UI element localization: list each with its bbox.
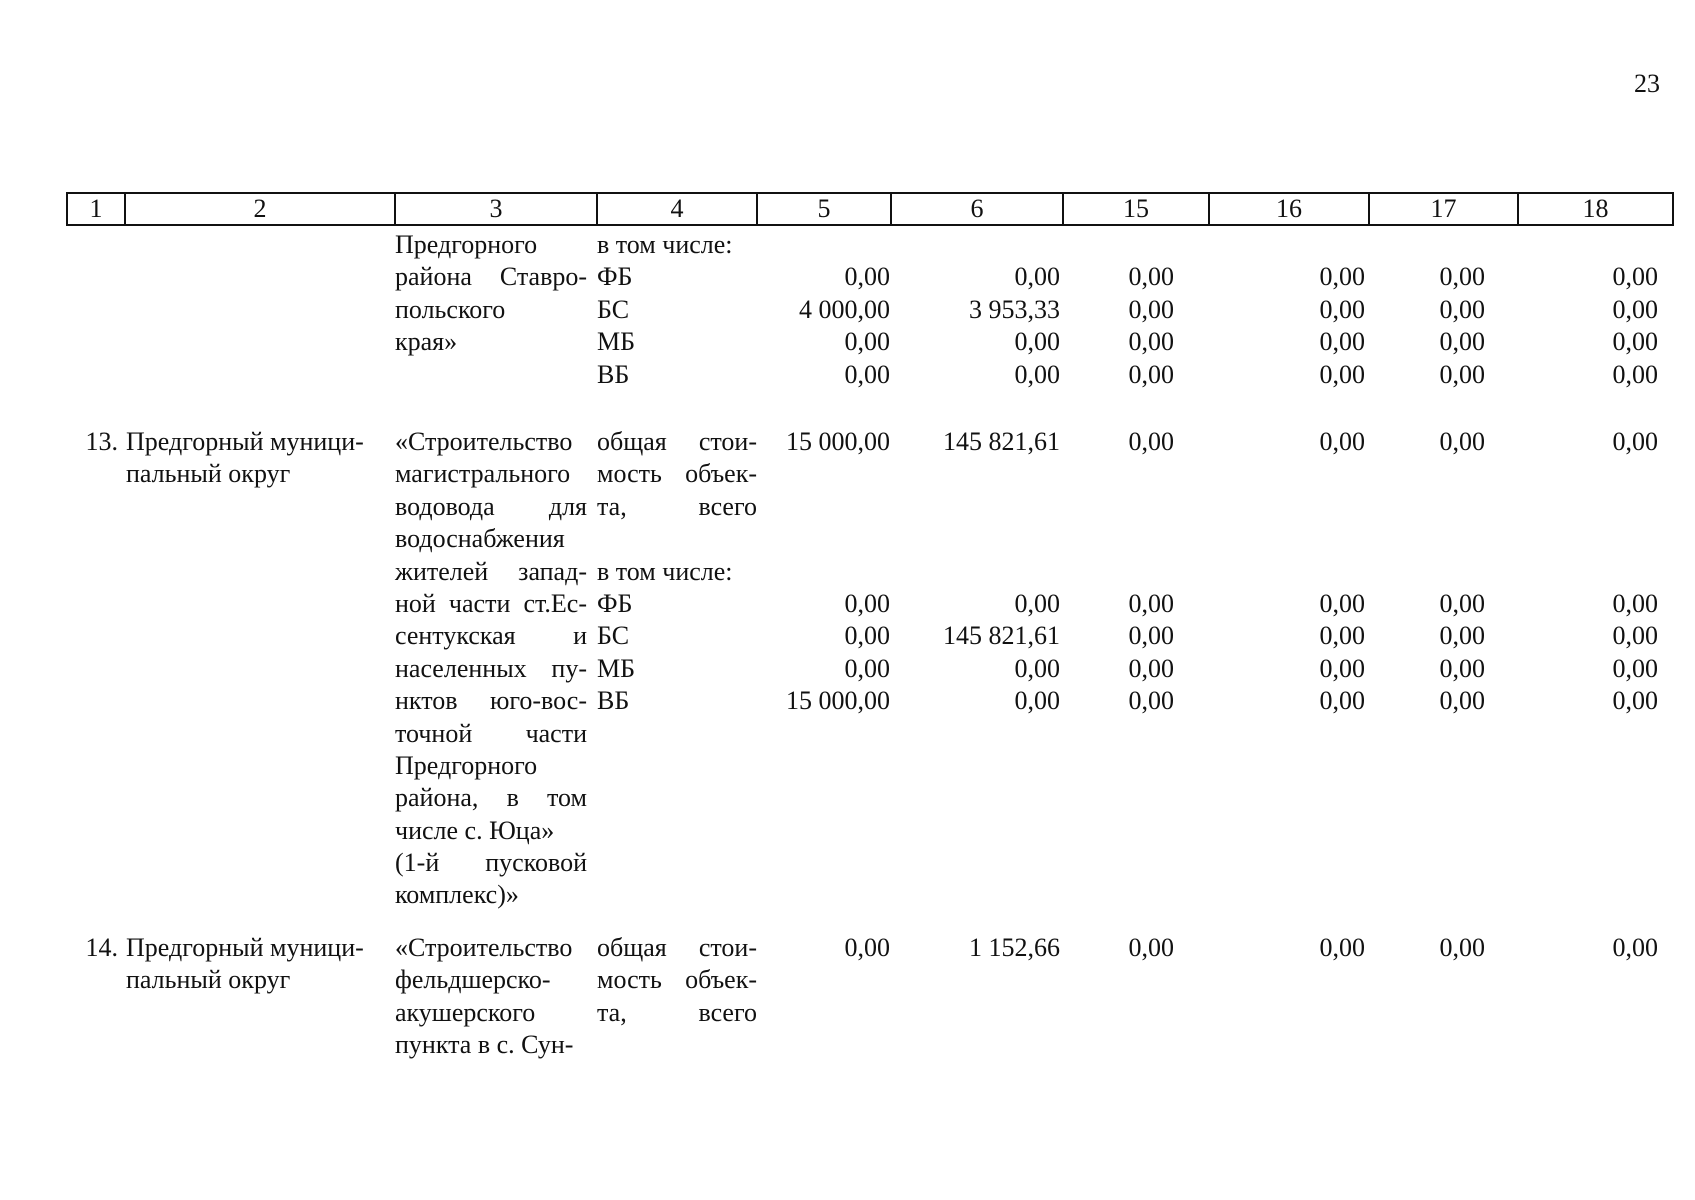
source-value: 0,00: [1128, 294, 1174, 324]
object-name-line: нктов юго-вос-: [395, 686, 587, 716]
object-name-cell: [395, 932, 587, 1062]
total-value: 0,00: [1612, 427, 1658, 456]
funding-source-ВБ: ВБ: [597, 359, 630, 389]
including-label: в том числе:: [597, 556, 733, 586]
source-value: 0,00: [1319, 294, 1365, 324]
source-value: 0,00: [1128, 653, 1174, 683]
object-name-line: «Строительство: [395, 427, 573, 456]
source-value: 0,00: [1612, 621, 1658, 651]
owner-line: Предгорный муници-: [126, 933, 364, 962]
owner-line: пальный округ: [126, 459, 291, 489]
object-name-line: акушерского: [395, 997, 536, 1027]
source-value: 0,00: [844, 589, 890, 618]
source-value: 0,00: [1612, 686, 1658, 716]
object-name-line: Предгорного: [395, 230, 538, 259]
source-value: 0,00: [1439, 359, 1485, 389]
object-name-line: водовода для: [395, 491, 587, 521]
row-number: 14.: [85, 933, 118, 962]
source-value: 3 953,33: [969, 294, 1060, 324]
source-value: 145 821,61: [943, 621, 1060, 651]
source-value: 0,00: [1612, 294, 1658, 324]
cost-type-line: мость объек-: [597, 459, 757, 489]
total-value: 0,00: [1319, 933, 1365, 962]
total-value: 1 152,66: [969, 933, 1060, 962]
column-header-18: 18: [1518, 193, 1673, 225]
owner-cell: [126, 426, 394, 491]
source-value: 0,00: [1128, 359, 1174, 389]
object-name-line: точной части: [395, 718, 587, 748]
source-value: 0,00: [1439, 262, 1485, 292]
column-header-2: 2: [125, 193, 395, 225]
object-name-line: числе с. Юца»: [395, 815, 555, 845]
object-name-line: ной части ст.Ес-: [395, 588, 587, 618]
source-value: 0,00: [1128, 686, 1174, 716]
column-header-17: 17: [1369, 193, 1518, 225]
object-name-line: (1-й пусковой: [395, 848, 587, 878]
source-value: 0,00: [1014, 359, 1060, 389]
source-value: 0,00: [1014, 262, 1060, 292]
source-value: 0,00: [1612, 359, 1658, 389]
source-value: 0,00: [1319, 262, 1365, 292]
source-value: 0,00: [844, 327, 890, 357]
object-name-line: водоснабжения: [395, 524, 565, 554]
funding-source-ФБ: ФБ: [597, 262, 633, 292]
total-value: 0,00: [1128, 427, 1174, 456]
source-value: 0,00: [1128, 589, 1174, 618]
page-number: 23: [1634, 69, 1660, 98]
cost-type-line: мость объек-: [597, 965, 757, 995]
funding-source-БС: БС: [597, 621, 630, 651]
object-name-line: польского: [395, 294, 506, 324]
source-value: 0,00: [1612, 589, 1658, 618]
total-value: 0,00: [1439, 933, 1485, 962]
total-value: 15 000,00: [786, 427, 890, 456]
owner-line: Предгорный муници-: [126, 427, 364, 456]
source-value: 0,00: [1439, 589, 1485, 618]
funding-source-МБ: МБ: [597, 653, 636, 683]
column-header-6: 6: [891, 193, 1063, 225]
source-value: 0,00: [1439, 686, 1485, 716]
source-value: 0,00: [844, 262, 890, 292]
owner-cell: [126, 932, 394, 997]
object-name-line: населенных пу-: [395, 653, 587, 683]
source-value: 0,00: [844, 653, 890, 683]
owner-line: пальный округ: [126, 965, 291, 995]
source-value: 15 000,00: [786, 686, 890, 716]
column-header-16: 16: [1209, 193, 1369, 225]
source-value: 0,00: [1319, 589, 1365, 618]
column-header-4: 4: [597, 193, 757, 225]
source-value: 0,00: [1014, 686, 1060, 716]
funding-source-ФБ: ФБ: [597, 589, 633, 618]
source-value: 0,00: [1319, 621, 1365, 651]
total-value: 0,00: [1128, 933, 1174, 962]
funding-source-ВБ: ВБ: [597, 686, 630, 716]
source-value: 0,00: [1014, 589, 1060, 618]
source-value: 0,00: [1439, 327, 1485, 357]
object-name-cell: [395, 426, 587, 912]
including-label: в том числе:: [597, 230, 733, 259]
column-header-3: 3: [395, 193, 597, 225]
total-value: 0,00: [1319, 427, 1365, 456]
column-header-5: 5: [757, 193, 891, 225]
object-name-line: района Ставро-: [395, 262, 587, 292]
source-value: 0,00: [1014, 653, 1060, 683]
source-value: 0,00: [1612, 262, 1658, 292]
column-header-15: 15: [1063, 193, 1209, 225]
source-value: 0,00: [1319, 359, 1365, 389]
source-value: 0,00: [1439, 621, 1485, 651]
source-value: 0,00: [1014, 327, 1060, 357]
total-value: 0,00: [1439, 427, 1485, 456]
source-value: 0,00: [1128, 621, 1174, 651]
object-name-line: сентукская и: [395, 621, 587, 651]
source-value: 0,00: [844, 359, 890, 389]
object-name-line: фельдшерско-: [395, 965, 551, 995]
source-value: 4 000,00: [799, 294, 890, 324]
source-value: 0,00: [1319, 653, 1365, 683]
cost-type-line: та, всего: [597, 491, 757, 521]
total-value: 145 821,61: [943, 427, 1060, 456]
object-name-line: Предгорного: [395, 750, 538, 780]
cost-type-line: общая стои-: [597, 933, 757, 962]
cost-type-line: та, всего: [597, 997, 757, 1027]
column-number-header: [66, 192, 1674, 226]
source-value: 0,00: [844, 621, 890, 651]
source-value: 0,00: [1612, 327, 1658, 357]
object-name-cell: [395, 229, 587, 359]
row-number: 13.: [85, 427, 118, 456]
source-value: 0,00: [1439, 653, 1485, 683]
source-value: 0,00: [1128, 262, 1174, 292]
funding-source-БС: БС: [597, 294, 630, 324]
object-name-line: жителей запад-: [395, 556, 587, 586]
source-value: 0,00: [1319, 686, 1365, 716]
object-name-line: «Строительство: [395, 933, 573, 962]
source-value: 0,00: [1439, 294, 1485, 324]
object-name-line: района, в том: [395, 783, 587, 813]
total-value: 0,00: [1612, 933, 1658, 962]
object-name-line: края»: [395, 327, 458, 357]
source-value: 0,00: [1612, 653, 1658, 683]
total-value: 0,00: [844, 933, 890, 962]
column-header-1: 1: [67, 193, 125, 225]
object-name-line: магистрального: [395, 459, 571, 489]
funding-source-МБ: МБ: [597, 327, 636, 357]
source-value: 0,00: [1128, 327, 1174, 357]
object-name-line: комплекс)»: [395, 880, 519, 910]
object-name-line: пункта в с. Сун-: [395, 1030, 574, 1060]
cost-type-line: общая стои-: [597, 427, 757, 456]
source-value: 0,00: [1319, 327, 1365, 357]
